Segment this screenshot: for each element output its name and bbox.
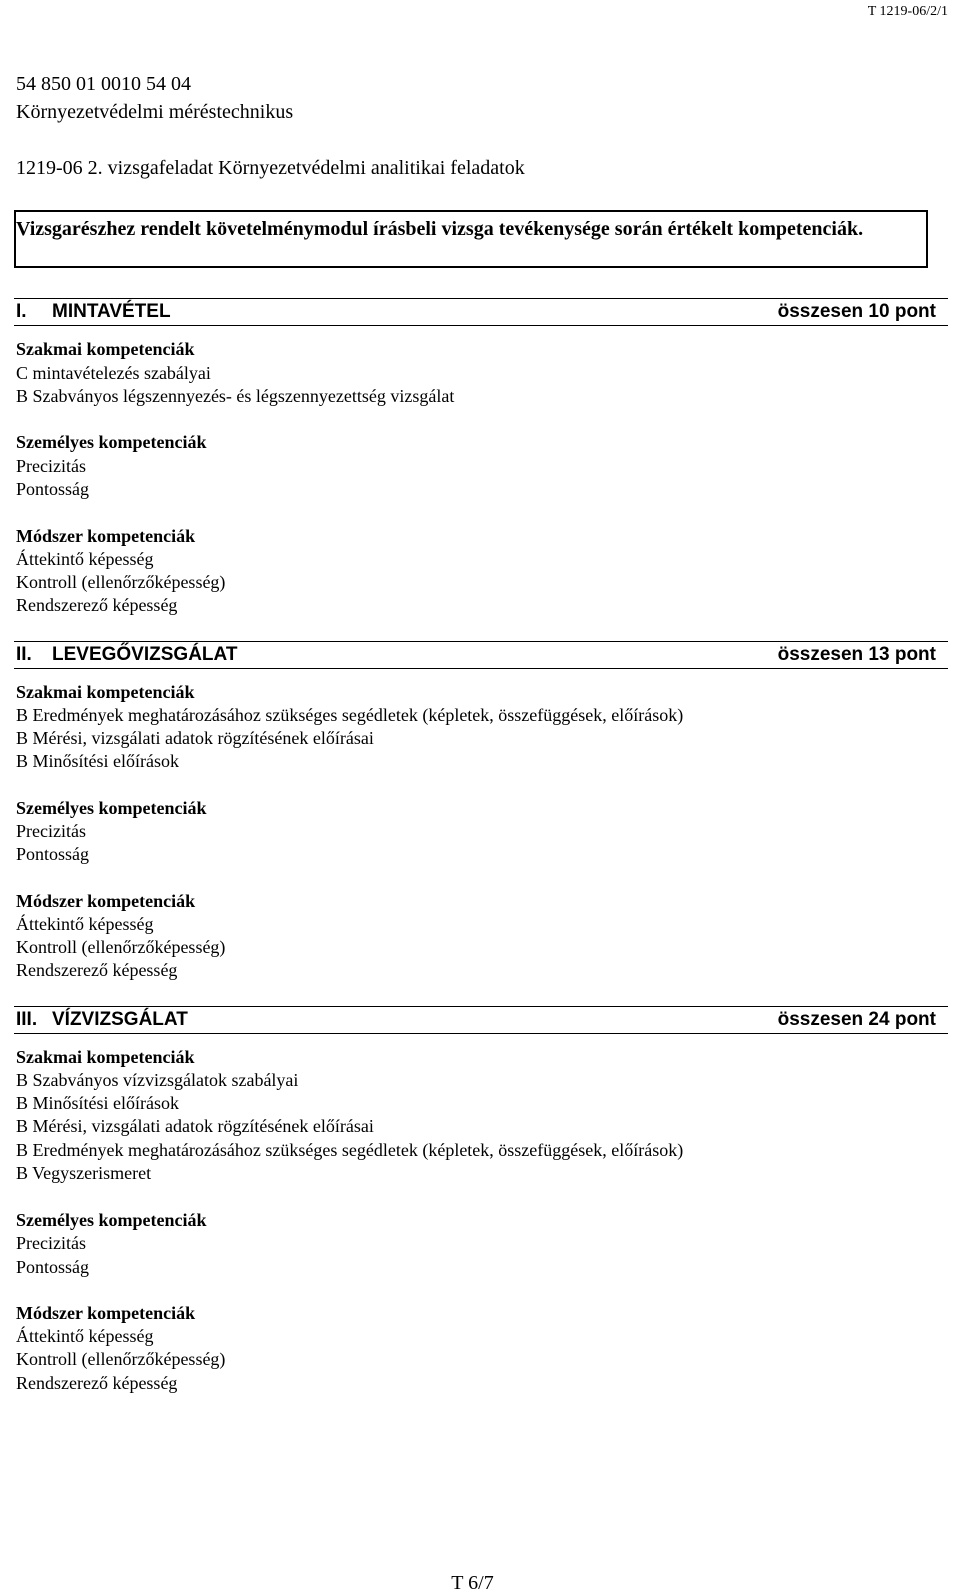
list-item: B Minősítési előírások — [16, 751, 179, 771]
group-title: Szakmai kompetenciák — [16, 682, 195, 702]
list-item: Áttekintő képesség — [16, 1326, 154, 1346]
list-item: Kontroll (ellenőrzőképesség) — [16, 1349, 226, 1369]
list-item: Áttekintő képesség — [16, 914, 154, 934]
section-number: II. — [16, 644, 32, 665]
list-item: B Mérési, vizsgálati adatok rögzítésének előírásai — [16, 728, 374, 748]
list-item: Rendszerező képesség — [16, 1373, 178, 1393]
group-title: Személyes kompetenciák — [16, 798, 207, 818]
profession-title: Környezetvédelmi méréstechnikus — [16, 101, 294, 123]
section-header — [14, 641, 948, 669]
list-item: B Eredmények meghatározásához szükséges segédletek (képletek, összefüggések, előírások) — [16, 1140, 684, 1160]
list-item: B Szabványos vízvizsgálatok szabályai — [16, 1070, 299, 1090]
list-item: B Eredmények meghatározásához szükséges segédletek (képletek, összefüggések, előírások) — [16, 705, 684, 725]
list-item: Precizitás — [16, 821, 86, 841]
group-title: Módszer kompetenciák — [16, 526, 196, 546]
page-footer: T 6/7 — [451, 1572, 494, 1594]
task-title: 1219-06 2. vizsgafeladat Környezetvédelmi analitikai feladatok — [16, 157, 525, 179]
section-title: MINTAVÉTEL — [52, 301, 171, 322]
list-item: Precizitás — [16, 456, 86, 476]
list-item: B Szabványos légszennyezés- és légszennyezettség vizsgálat — [16, 386, 455, 406]
qualification-code: 54 850 01 0010 54 04 — [16, 73, 191, 95]
section-header — [14, 1006, 948, 1034]
list-item: B Vegyszerismeret — [16, 1163, 152, 1183]
list-item: Pontosság — [16, 479, 90, 499]
list-item: Kontroll (ellenőrzőképesség) — [16, 937, 226, 957]
group-title: Módszer kompetenciák — [16, 891, 196, 911]
list-item: Pontosság — [16, 844, 90, 864]
group-title: Személyes kompetenciák — [16, 1210, 207, 1230]
group-title: Módszer kompetenciák — [16, 1303, 196, 1323]
page-code: T 1219-06/2/1 — [867, 4, 948, 19]
list-item: Áttekintő képesség — [16, 549, 154, 569]
section-number: I. — [16, 301, 27, 322]
list-item: Pontosság — [16, 1257, 90, 1277]
group-title: Szakmai kompetenciák — [16, 339, 195, 359]
section-points: összesen 13 pont — [777, 644, 936, 665]
box-text: Vizsgarészhez rendelt követelménymodul írásbeli vizsga tevékenysége során értékelt kompetenciák. — [16, 218, 864, 240]
list-item: Precizitás — [16, 1233, 86, 1253]
competency-box — [14, 210, 928, 268]
section-points: összesen 10 pont — [777, 301, 936, 322]
list-item: Kontroll (ellenőrzőképesség) — [16, 572, 226, 592]
list-item: B Minősítési előírások — [16, 1093, 179, 1113]
section-title: VÍZVIZSGÁLAT — [52, 1009, 188, 1030]
group-title: Szakmai kompetenciák — [16, 1047, 195, 1067]
list-item: C mintavételezés szabályai — [16, 363, 211, 383]
group-title: Személyes kompetenciák — [16, 432, 207, 452]
list-item: Rendszerező képesség — [16, 960, 178, 980]
section-number: III. — [16, 1009, 38, 1030]
section-header — [14, 298, 948, 326]
section-points: összesen 24 pont — [777, 1009, 936, 1030]
section-title: LEVEGŐVIZSGÁLAT — [52, 644, 238, 665]
list-item: Rendszerező képesség — [16, 595, 178, 615]
list-item: B Mérési, vizsgálati adatok rögzítésének előírásai — [16, 1116, 374, 1136]
